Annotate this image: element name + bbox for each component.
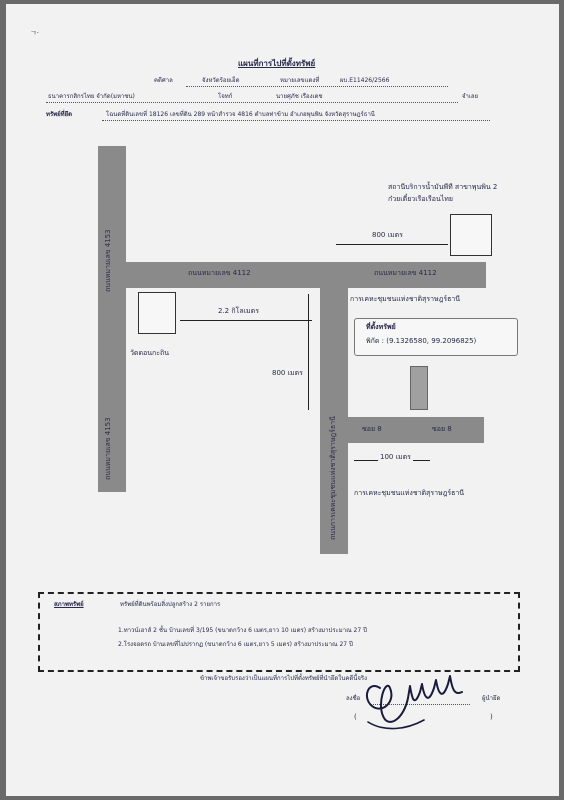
case-label: คดีศาล (154, 77, 173, 84)
building-item-2: 2.โรงจอดรถ บ้านเลขที่ไม่ปรากฏ (ขนาดกว้าง 6 เมตร,ยาว 5 เมตร) สร้างมาประมาณ 27 ปี (118, 641, 353, 648)
building-item-1: 1.ทาวน์เฮาส์ 2 ชั้น บ้านเลขที่ 3/195 (ขนาดกว้าง 6 เมตร,ยาว 10 เมตร) สร้างมาประมาณ 27 ปี (118, 627, 367, 634)
distance-arrow-800-top (336, 244, 448, 245)
distance-arrow-800-side (308, 294, 309, 410)
paren-open: ( (354, 713, 357, 721)
road-4153-label-bottom: ถนนหมายเลข 4153 (104, 417, 112, 480)
case-no: ผบ.E11426/2566 (340, 77, 390, 84)
defendant: นายศุภัช เรืองเดช (276, 93, 323, 100)
road-4153-label-top: ถนนหมายเลข 4153 (104, 229, 112, 292)
corner-mark: ㄱ· (30, 29, 39, 37)
soi-8-label-right: ซอย 8 (432, 425, 452, 433)
pwa-top-label: การเคหะชุมชนแห่งชาติสุราษฎร์ธานี (350, 295, 461, 303)
defendant-label: จำเลย (462, 93, 479, 100)
document-title: แผนที่การไปที่ตั้งทรัพย์ (238, 59, 316, 68)
pwa-bottom-label: การเคหะชุมชนแห่งชาติสุราษฎร์ธานี (354, 489, 465, 497)
noodle-shop-label: ก๋วยเตี๋ยวเรือเรือนไทย (388, 195, 453, 203)
property-location-label: ที่ตั้งทรัพย์ (366, 323, 396, 331)
side-road-label: ถนนการเคหะชุมชนแห่งชาติสุราษฎร์ธานี (329, 416, 337, 540)
soi-8-label-left: ซอย 8 (362, 425, 382, 433)
road-4112-label-right: ถนนหมายเลข 4112 (374, 269, 437, 277)
case-no-label: หมายเลขแดงที่ (280, 77, 320, 84)
property-coordinates: พิกัด : (9.1326580, 99.2096825) (366, 337, 477, 345)
signer-role: ผู้นำยึด (482, 695, 501, 702)
property-marker (410, 366, 428, 410)
gas-station-label: สถานีบริการน้ำมันพีที สาขาพุนพิน 2 (388, 183, 498, 191)
plaintiff: ธนาคารกสิกรไทย จำกัด(มหาชน) (48, 93, 135, 100)
distance-22km: 2.2 กิโลเมตร (218, 307, 259, 315)
distance-arrow-22km (180, 320, 312, 321)
road-4112-label-left: ถนนหมายเลข 4112 (188, 269, 251, 277)
gas-station-marker (450, 214, 492, 256)
road-4153 (98, 146, 126, 492)
sign-label: ลงชื่อ (346, 695, 361, 702)
plaintiff-label: โจทก์ (218, 93, 233, 100)
case-underline (186, 86, 448, 87)
province: จังหวัดร้อยเอ็ด (202, 77, 240, 84)
distance-800-side: 800 เมตร (272, 369, 303, 377)
paren-close: ) (490, 713, 493, 721)
property-underline (102, 120, 490, 121)
party-underline (46, 102, 458, 103)
property-condition-summary: ทรัพย์ที่ดินพร้อมสิ่งปลูกสร้าง 2 รายการ (120, 601, 221, 608)
property-condition-label: สภาพทรัพย์ (54, 601, 84, 608)
temple-marker (138, 292, 176, 334)
property-description: โฉนดที่ดินเลขที่ 18126 เลขที่ดิน 289 หน้าสำรวจ 4816 ตำบลท่าข้าม อำเภอพุนพิน จังหวัดสุราษฎร์ธานี (106, 111, 375, 118)
signature-image (350, 658, 470, 738)
distance-100: 100 เมตร (380, 453, 411, 461)
document-sheet (6, 4, 559, 796)
distance-800-top: 800 เมตร (372, 231, 403, 239)
property-label: ทรัพย์ที่ยึด (46, 111, 73, 118)
certification-text: ข้าพเจ้าขอรับรองว่าเป็นแผนที่การไปที่ตั้งทรัพย์ที่นำยึดในคดีนี้จริง (200, 675, 368, 682)
temple-label: วัดดอนกะถิน (130, 349, 170, 357)
